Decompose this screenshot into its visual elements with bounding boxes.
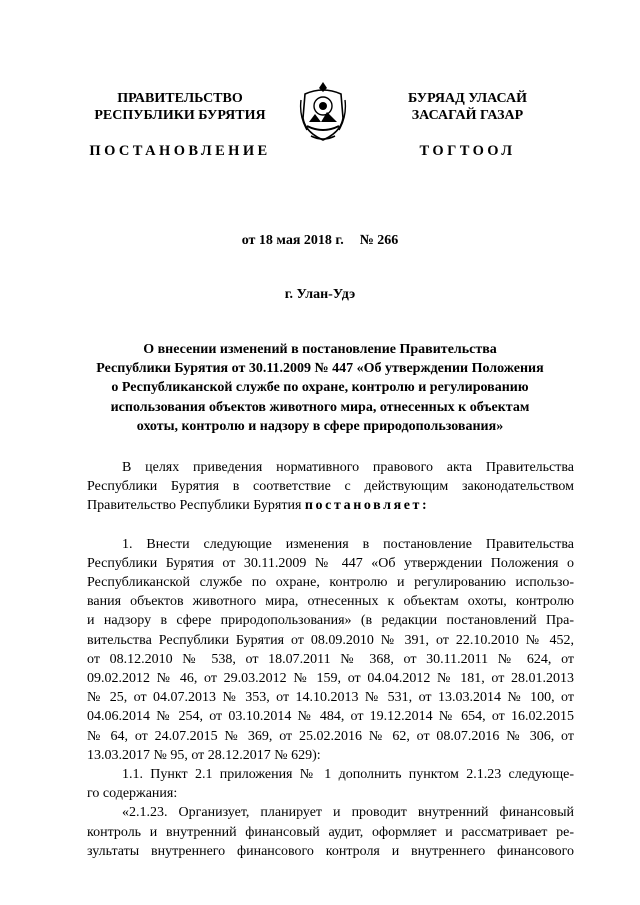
paragraph-line: контроль и внутренний финансовый аудит, оформляет и рассматривает ре- bbox=[87, 824, 574, 840]
paragraph-line: от 08.12.2010 № 538, от 18.07.2011 № 368, от 30.11.2011 № 624, от bbox=[87, 651, 574, 667]
paragraph-line: 04.06.2014 № 254, от 03.10.2014 № 484, от 19.12.2014 № 654, от 16.02.2015 bbox=[87, 709, 574, 725]
header-left-line1: ПРАВИТЕЛЬСТВО bbox=[117, 91, 243, 106]
preamble-line: Республики Бурятия в соответствие с действующим законодательством bbox=[87, 479, 574, 495]
paragraph-line: зультаты внутреннего финансового контроля и внутреннего финансового bbox=[87, 843, 574, 859]
paragraph-line: го содержания: bbox=[87, 786, 178, 802]
preamble-text: Правительство Республики Бурятия bbox=[87, 498, 302, 514]
paragraph-line: и надзору в сфере природопользования» (в редакции постановлений Пра- bbox=[87, 613, 574, 629]
paragraph-line: 1. Внести следующие изменения в постановление Правительства bbox=[122, 536, 574, 552]
document-body bbox=[87, 458, 574, 861]
paragraph-line: Республиканской службе по охране, контролю и регулированию использо- bbox=[87, 575, 574, 591]
date-number-line bbox=[0, 233, 640, 249]
subject-line: О внесении изменений в постановление Правительства bbox=[143, 342, 497, 357]
paragraph-line: 1.1. Пункт 2.1 приложения № 1 дополнить пунктом 2.1.23 следующе- bbox=[122, 767, 574, 783]
paragraph-line: 13.03.2017 № 95, от 28.12.2017 № 629): bbox=[87, 747, 321, 763]
header-left bbox=[80, 90, 280, 124]
document-date: от 18 мая 2018 г. bbox=[241, 233, 344, 248]
paragraph-line: 09.02.2012 № 46, от 29.03.2012 № 159, от 04.04.2012 № 181, от 28.01.2013 bbox=[87, 671, 574, 687]
doc-type-right: ТОГТООЛ bbox=[419, 143, 516, 159]
paragraph-line: вания объектов животного мира, отнесенных к объектам охоты, контролю bbox=[87, 594, 574, 610]
preamble-decree-word: постановляет: bbox=[304, 498, 430, 514]
subject-line: охоты, контролю и надзору в сфере природопользования» bbox=[136, 418, 504, 434]
subject-line: использования объектов животного мира, отнесенных к объектам bbox=[110, 399, 530, 415]
paragraph-line: № 64, от 24.07.2015 № 369, от 25.02.2016 № 62, от 08.07.2016 № 306, от bbox=[87, 728, 574, 744]
document-number: № 266 bbox=[359, 233, 399, 248]
subject-line: Республики Бурятия от 30.11.2009 № 447 «Об утверждении Положения bbox=[96, 361, 544, 377]
paragraph-line: Республики Бурятия от 30.11.2009 № 447 «Об утверждении Положения о bbox=[87, 555, 574, 571]
header-right-line2: ЗАСАГАЙ ГАЗАР bbox=[411, 108, 524, 123]
doc-type-left: ПОСТАНОВЛЕНИЕ bbox=[89, 143, 271, 159]
preamble-line bbox=[87, 496, 574, 515]
document-city: г. Улан-Удэ bbox=[284, 287, 356, 302]
coat-of-arms-icon bbox=[297, 80, 349, 142]
header-left-line2: РЕСПУБЛИКИ БУРЯТИЯ bbox=[94, 108, 266, 123]
paragraph-line: № 25, от 04.07.2013 № 353, от 14.10.2013 № 531, от 13.03.2014 № 100, от bbox=[87, 690, 574, 706]
paragraph-line: «2.1.23. Организует, планирует и проводит внутренний финансовый bbox=[122, 805, 574, 821]
paragraph-line: вительства Республики Бурятия от 08.09.2010 № 391, от 22.10.2010 № 452, bbox=[87, 632, 574, 648]
header-right-line1: БУРЯАД УЛАСАЙ bbox=[408, 91, 527, 106]
preamble-line: В целях приведения нормативного правового акта Правительства bbox=[122, 460, 574, 475]
document-subject bbox=[80, 340, 560, 436]
subject-line: о Республиканской службе по охране, контролю и регулированию bbox=[111, 380, 529, 396]
header-right bbox=[385, 90, 550, 124]
